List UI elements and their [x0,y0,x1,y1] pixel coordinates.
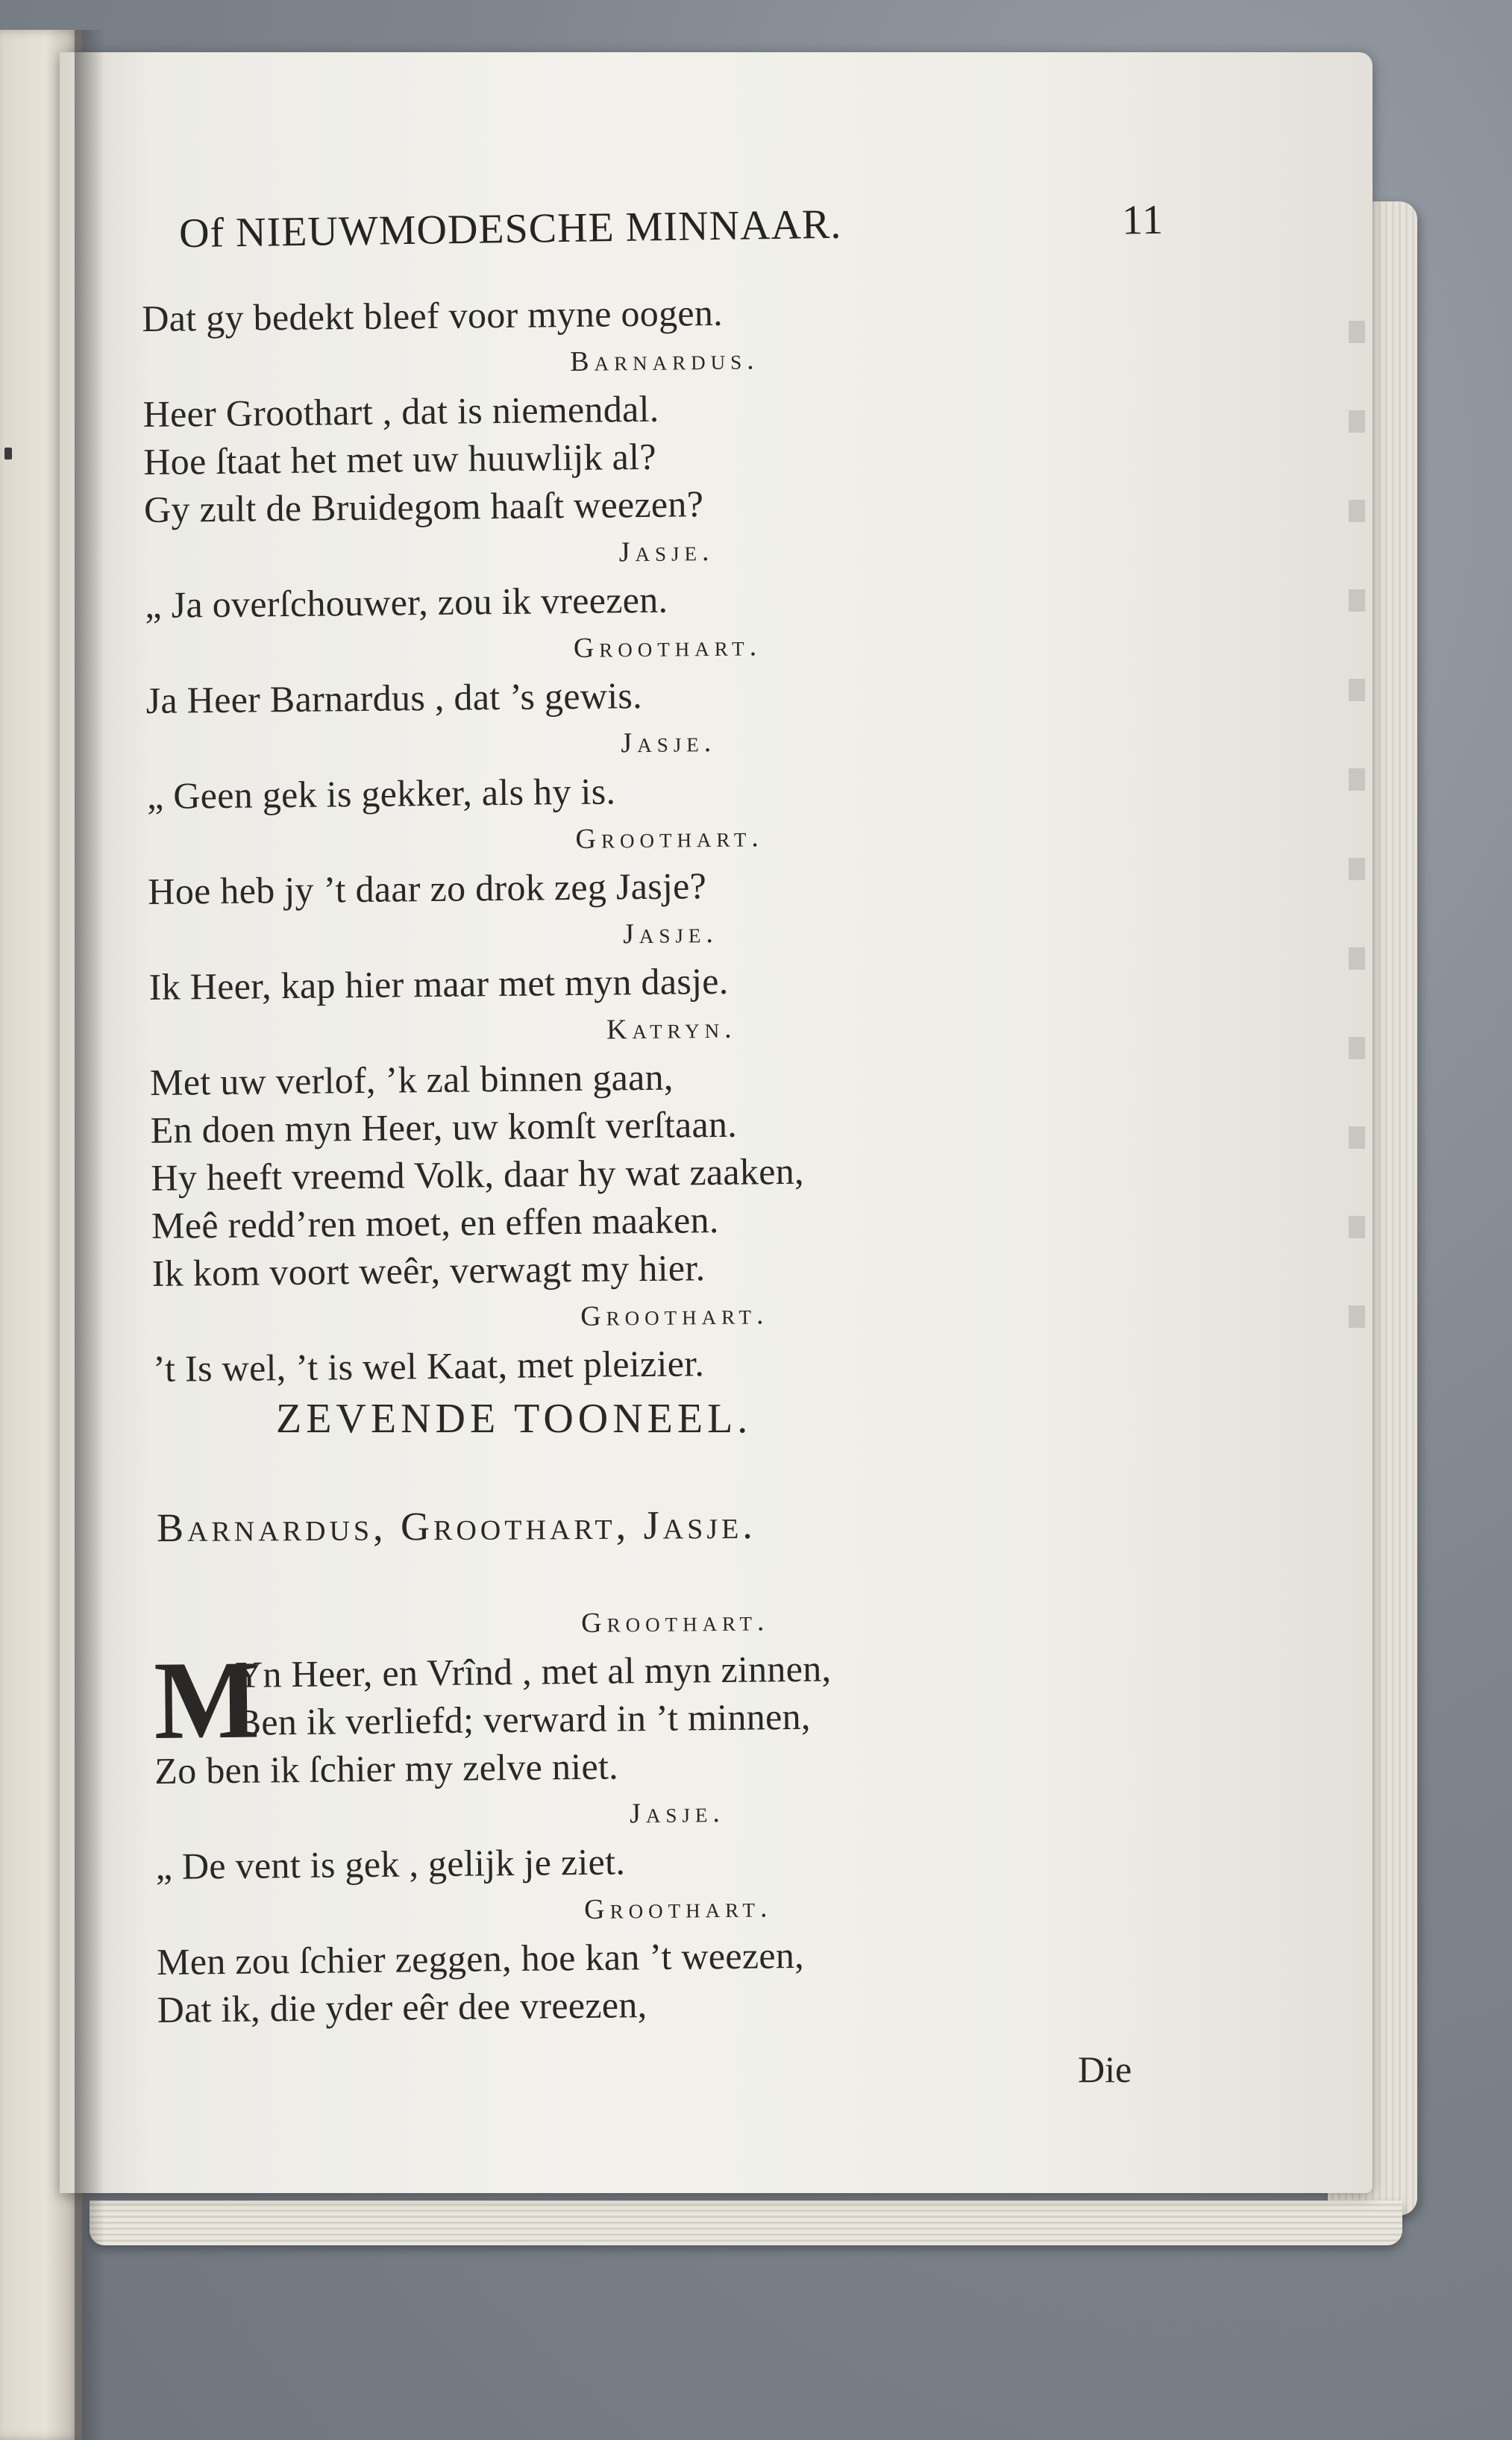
verse-line: „ Geen gek is gekker, als hy is. [146,770,616,817]
speaker-name: Groothart. [573,630,762,664]
catchword: Die [1078,2048,1132,2090]
speaker-name: Groothart. [580,1605,770,1639]
facing-page-mark [4,448,12,460]
speaker-name: Groothart. [583,1892,773,1925]
scene-dialogue-block [153,1593,1202,2033]
gutter-shadow [75,30,104,2440]
verse-line: Meê redd’ren moet, en effen maaken. [151,1198,719,1246]
page-number: 11 [1121,196,1164,244]
verse-line: Ik kom voort weêr, verwagt my hier. [151,1246,706,1294]
verse-line: Ben ik verliefd; verward in ’t minnen, [236,1695,811,1743]
verse-line: Yn Heer, en Vrînd , met al myn zinnen, [235,1647,832,1696]
verse-line: Met uw verlof, ’k zal binnen gaan, [149,1056,674,1103]
verse-line: Hoe heb jy ’t daar zo drok zeg Jasje? [148,865,707,912]
scene-persons: Barnardus, Groothart, Jasje. [156,1502,756,1551]
speaker-name: Barnardus. [570,344,759,377]
running-title: Of NIEUWMODESCHE MINNAAR. [178,201,842,257]
verse-line: Hoe ſtaat het met uw huuwlijk al? [143,435,657,483]
bleed-through-margin [1349,321,1365,1365]
speaker-name: Groothart. [575,821,765,855]
speaker-name: Katryn. [606,1012,737,1046]
verse-line: En doen myn Heer, uw komſt verſtaan. [150,1103,738,1151]
speaker-name: Jasje. [618,535,715,568]
speaker-name: Jasje. [629,1796,726,1830]
page-stack-bottom [90,2201,1402,2245]
verse-line: Men zou ſchier zeggen, hoe kan ’t weezen, [156,1934,805,1983]
dialogue-block [142,283,1197,1393]
verse-line: Gy zult de Bruidegom haaſt weezen? [143,483,704,530]
verse-line: Hy heeft vreemd Volk, daar hy wat zaaken, [151,1150,805,1199]
verse-line: Heer Groothart , dat is niemendal. [142,387,659,435]
verse-line: Dat ik, die yder eêr dee vreezen, [157,1983,647,2030]
verse-line: „ Ja overſchouwer, zou ik vreezen. [145,578,668,626]
verse-line: Zo ben ik ſchier my zelve niet. [154,1745,619,1792]
speaker-name: Jasje. [622,917,719,950]
speaker-name: Jasje. [621,726,717,759]
dropcap-paragraph [153,1637,1199,1763]
verse-line: Dat gy bedekt bleef voor myne oogen. [142,291,724,339]
drop-capital: M [153,1637,260,1763]
verse-line: Ja Heer Barnardus , dat ’s gewis. [145,674,643,721]
verse-line: „ De vent is gek , gelijk je ziet. [155,1840,626,1887]
scene-title: ZEVENDE TOONEEL. [276,1396,753,1442]
verse-line: Ik Heer, kap hier maar met myn dasje. [148,959,729,1008]
verse-line: ’t Is wel, ’t is wel Kaat, met pleizier. [152,1342,705,1390]
speaker-name: Groothart. [580,1299,769,1332]
